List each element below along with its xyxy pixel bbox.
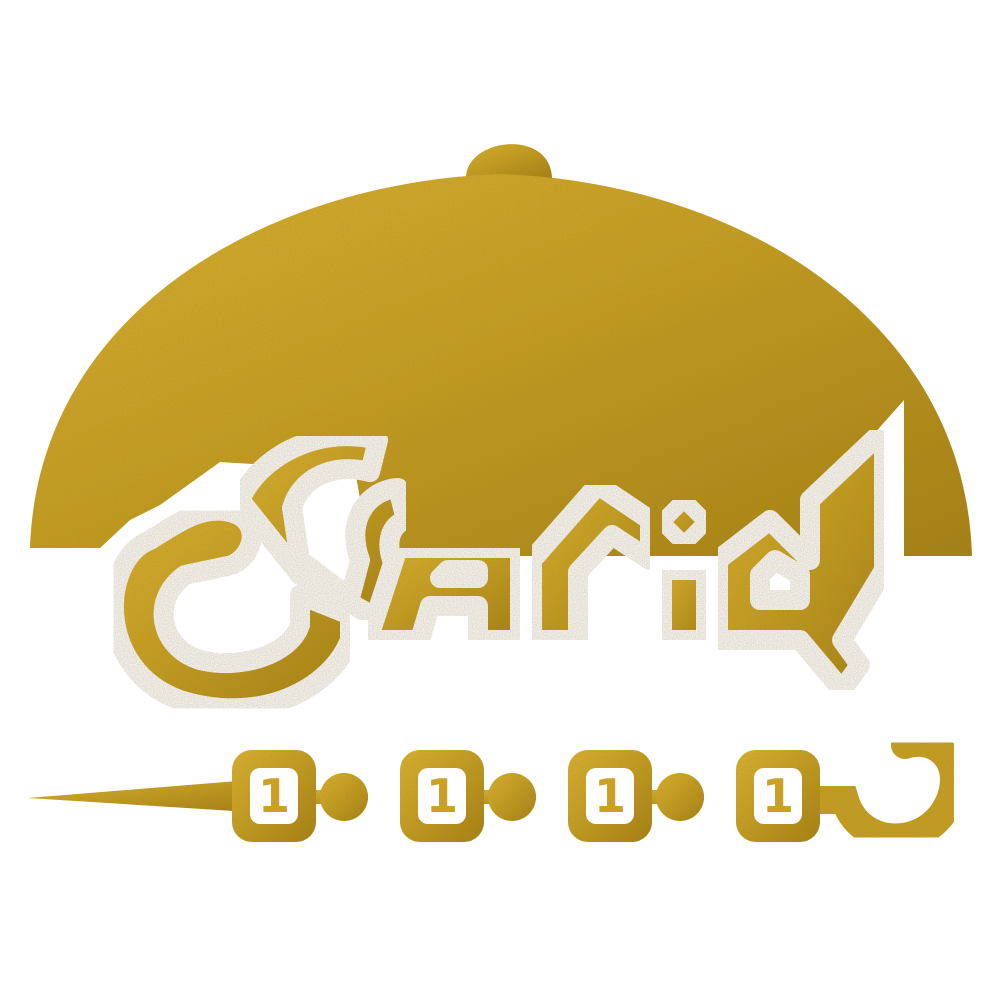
skewer-needle xyxy=(28,780,250,812)
skewer-digit: 1 xyxy=(761,769,795,823)
wordmark-letter-i xyxy=(662,500,706,640)
skewer-bead xyxy=(320,773,368,821)
skewer-digit: 1 xyxy=(425,769,459,823)
hook-icon xyxy=(812,743,954,838)
skewer-bead xyxy=(488,773,536,821)
skewer-digit: 1 xyxy=(257,769,291,823)
skewer-digit: 1 xyxy=(593,769,627,823)
cloche-knob xyxy=(466,144,552,178)
skewer-bead xyxy=(656,773,704,821)
wordmark-letter-a xyxy=(368,548,520,640)
